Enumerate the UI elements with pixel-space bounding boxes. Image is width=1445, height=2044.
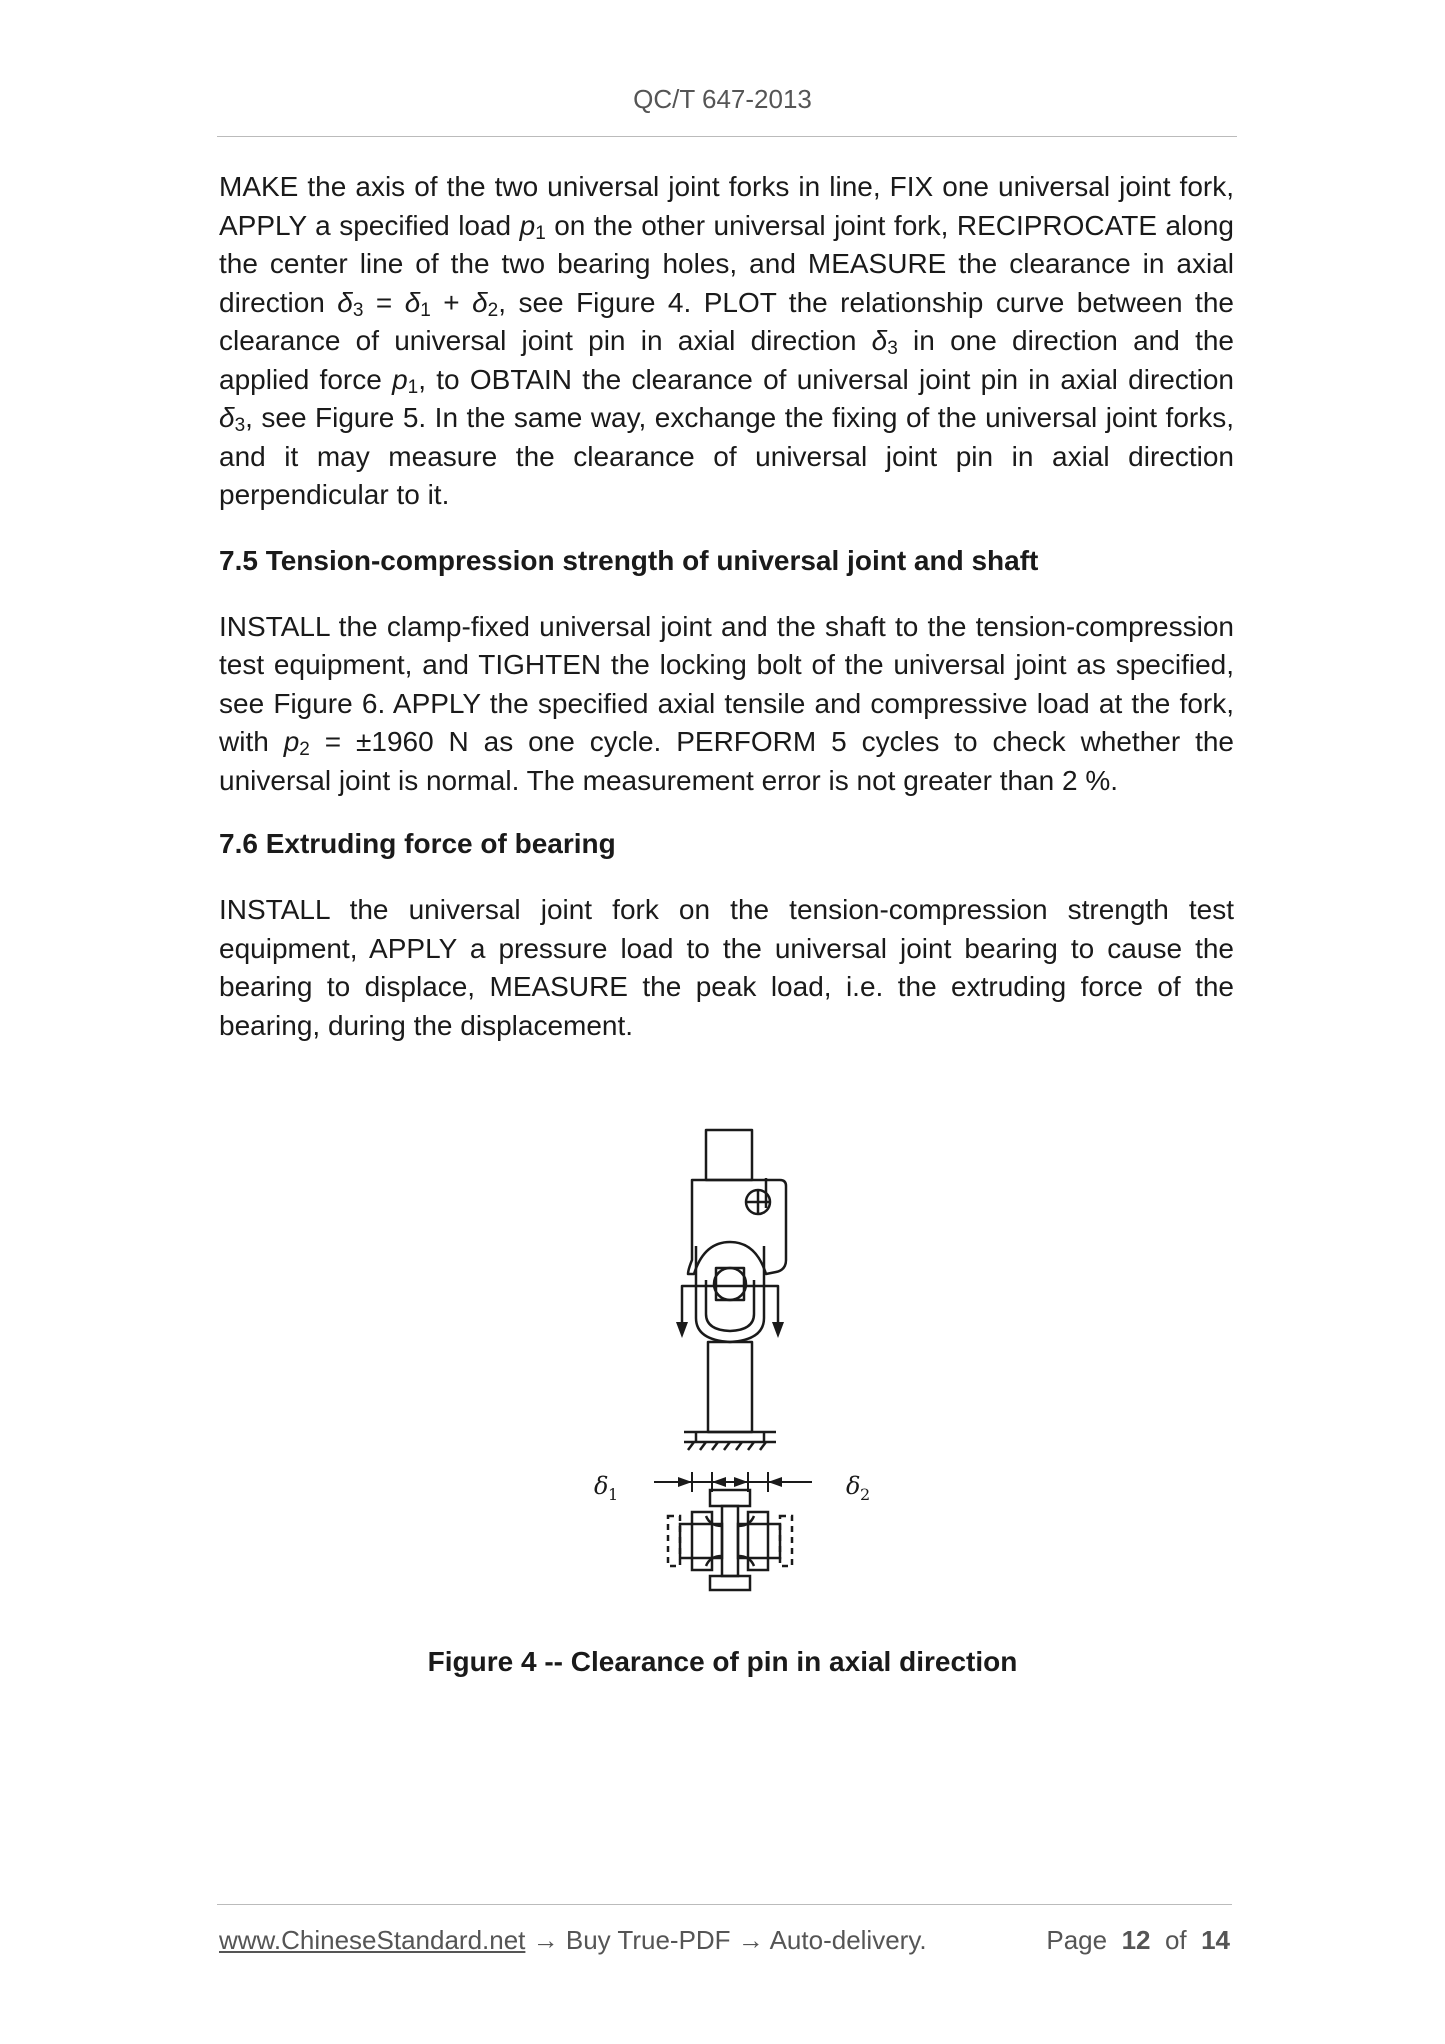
- para1-text-2: on the other universal joint fork, RECIPROCATE along the center line of the two bearing holes, and MEASURE the clearance in axial direction: [219, 209, 1234, 318]
- symbol-delta3-sub: 3: [352, 299, 364, 321]
- page-word: Page: [1046, 1925, 1108, 1955]
- para1-text-1: MAKE the axis of the two universal joint forks in line, FIX one universal joint fork, APPLY a specified load: [219, 171, 1234, 241]
- dim-arrow-1: [678, 1477, 692, 1487]
- symbol-p1-b-sub: 1: [407, 376, 419, 398]
- upper-shaft: [706, 1130, 752, 1180]
- symbol-delta1: δ: [404, 286, 421, 318]
- footer-delivery-text: Auto-delivery.: [769, 1925, 927, 1955]
- paragraph-extruding-force: INSTALL the universal joint fork on the tension-compression strength test equipment, APPLY a pressure load to the universal joint bearing to cause the bearing to displace, MEASURE the peak load, i.e. the extruding force of the bearing, during the displacement.: [219, 894, 1234, 1041]
- page-total: 14: [1201, 1925, 1230, 1955]
- symbol-p1: p: [519, 209, 536, 241]
- para1-text-5: , to OBTAIN the clearance of universal joint pin in axial direction: [418, 363, 1234, 395]
- para1-text-6: , see Figure 5. In the same way, exchange the fixing of the universal joint forks, and it may measure the clearance of universal joint pin in axial direction perpendicular to it.: [219, 402, 1234, 510]
- dim-arrow-2: [768, 1477, 782, 1487]
- bearing-cup-left-dashed: [668, 1516, 680, 1566]
- cross-left-arm: [680, 1524, 722, 1558]
- para1-text-3: , see Figure 4. PLOT the relationship curve between the clearance of universal joint pin in axial direction: [219, 286, 1234, 356]
- cross-bottom-trunnion: [710, 1576, 750, 1590]
- symbol-delta1-sub: 1: [420, 299, 431, 321]
- paragraph-axial-clearance: [219, 168, 1234, 515]
- symbol-p1-sub: 1: [535, 222, 546, 244]
- figure-4-drawing: [580, 1120, 880, 1610]
- website-link[interactable]: www.ChineseStandard.net: [219, 1925, 526, 1955]
- footer-arrow-1: →: [525, 1925, 566, 1955]
- footer-left: [219, 1925, 927, 1956]
- document-header: QC/T 647-2013: [633, 84, 812, 114]
- symbol-p2-sub: 2: [299, 739, 310, 760]
- para1-text-4: in one direction and the applied force: [219, 325, 1234, 395]
- equals-sign: =: [363, 286, 405, 318]
- footer-divider: [217, 1904, 1232, 1905]
- load-arrow-right: [772, 1322, 784, 1338]
- lower-shaft: [708, 1342, 752, 1432]
- symbol-delta2: δ: [472, 286, 488, 318]
- page-number: 12: [1121, 1925, 1151, 1955]
- cross-right-arm: [738, 1524, 780, 1558]
- symbol-delta3-c: δ: [219, 402, 235, 433]
- footer-arrow-2: →: [730, 1925, 770, 1955]
- symbol-delta3-b-sub: 3: [887, 338, 898, 359]
- upper-yoke: [688, 1180, 786, 1274]
- plus-sign: +: [430, 286, 473, 318]
- para75-text-2: = ±1960 N as one cycle. PERFORM 5 cycles to check whether the universal joint is normal. The measurement error is not greater than 2 %.: [219, 726, 1235, 796]
- header-divider: [217, 136, 1237, 137]
- footer-buy-text: Buy True-PDF: [565, 1925, 731, 1955]
- heading-7-6: 7.6 Extruding force of bearing: [219, 828, 616, 859]
- symbol-p2: p: [283, 726, 300, 757]
- symbol-delta2-sub: 2: [487, 299, 499, 321]
- symbol-delta3-b: δ: [871, 325, 888, 356]
- page-indicator: [1046, 1925, 1230, 1956]
- symbol-delta3: δ: [337, 286, 353, 318]
- label-delta2: δ: [846, 1472, 861, 1500]
- of-word: of: [1164, 1925, 1187, 1955]
- figure-caption: Figure 4 -- Clearance of pin in axial direction: [427, 1646, 1018, 1677]
- universal-joint-diagram: [580, 1120, 880, 1610]
- heading-7-5: 7.5 Tension-compression strength of universal joint and shaft: [219, 544, 1039, 576]
- paragraph-tension-compression: [219, 608, 1234, 801]
- symbol-delta3-c-sub: 3: [234, 415, 246, 436]
- page-content: [219, 168, 1234, 1045]
- para75-text-1: INSTALL the clamp-fixed universal joint and the shaft to the tension-compression test equipment, and TIGHTEN the locking bolt of the universal joint as specified, see Figure 6. APPLY the specified axial tensile and compressive load at the fork, with: [219, 610, 1234, 757]
- label-delta2-sub: 2: [860, 1485, 871, 1504]
- bearing-cup-right-dashed: [780, 1516, 792, 1566]
- symbol-p1-b: p: [392, 363, 408, 395]
- cross-top-trunnion: [710, 1490, 750, 1506]
- label-delta1: δ: [594, 1472, 609, 1500]
- load-arrow-left: [676, 1322, 688, 1338]
- cross-pin: [714, 1268, 746, 1300]
- label-delta1-sub: 1: [608, 1485, 619, 1504]
